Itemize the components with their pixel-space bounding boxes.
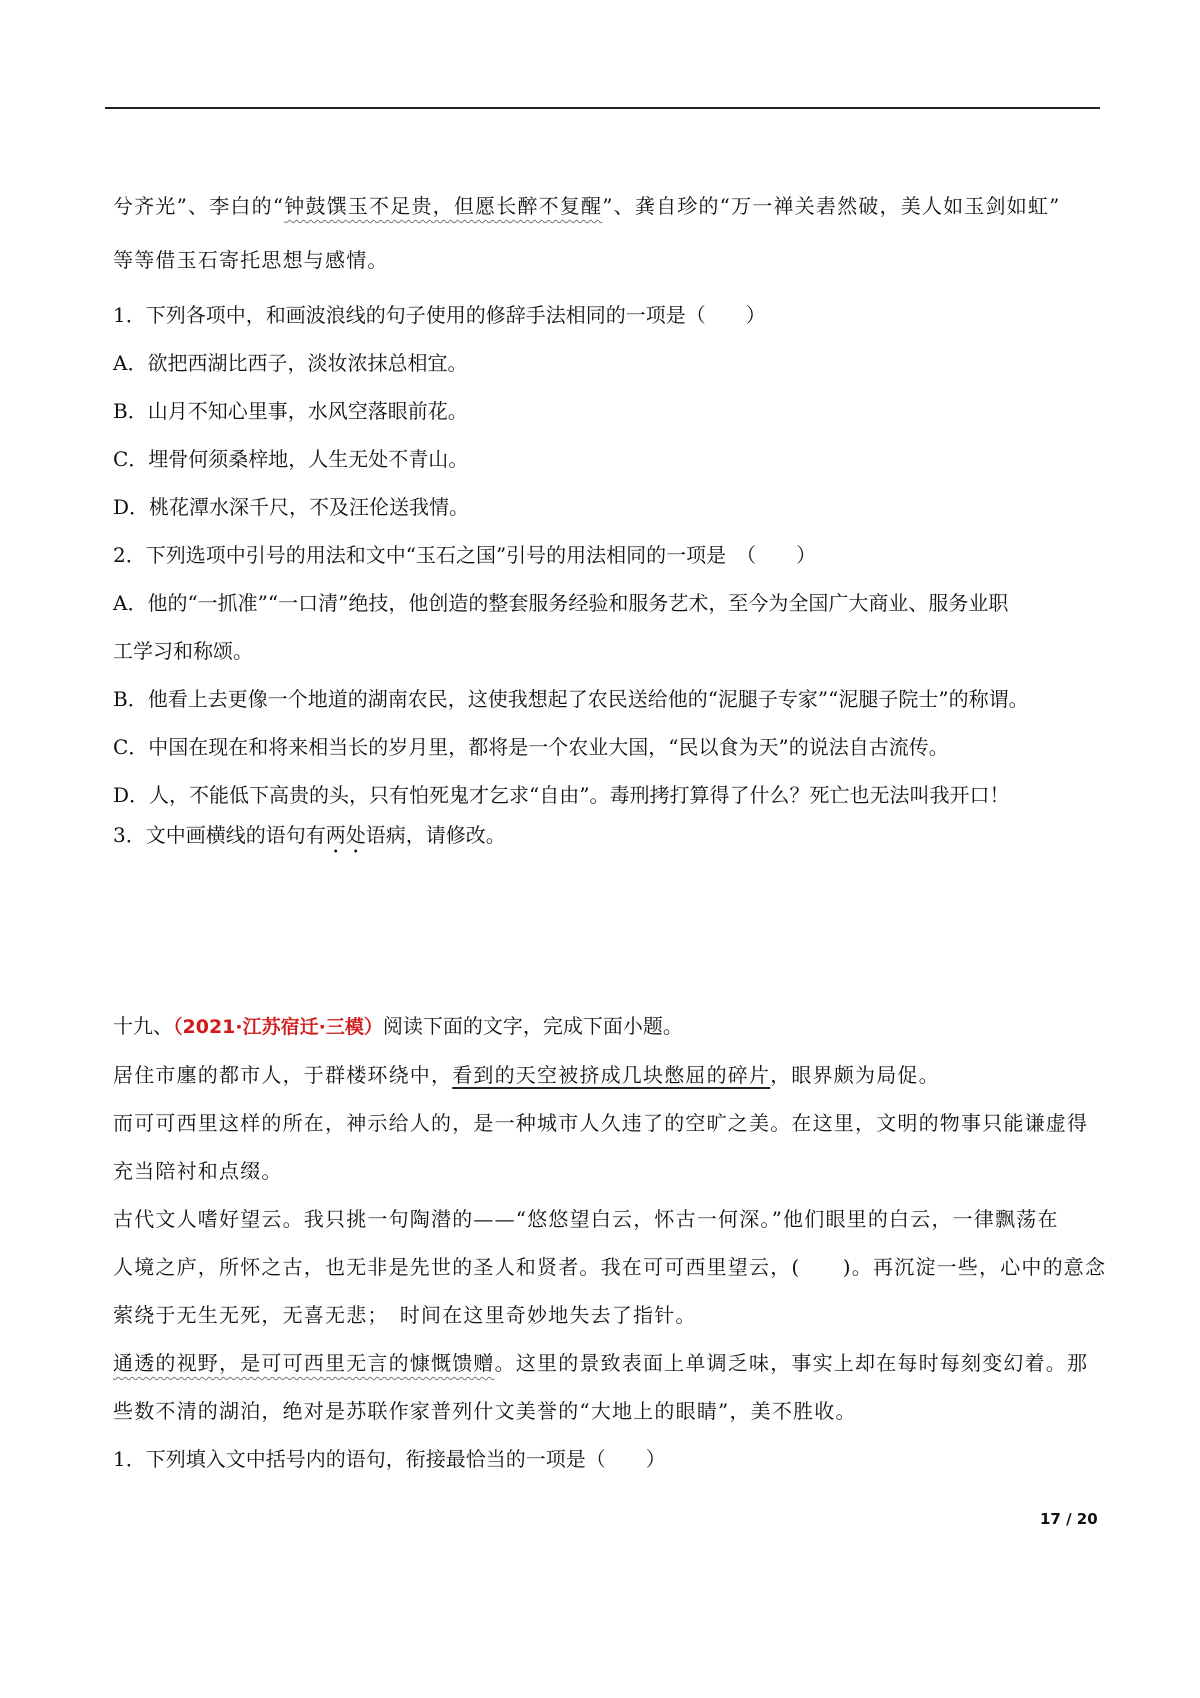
passage-b-line-7-post: 。这里的景致表面上单调乏味，事实上却在每时每刻变幻着。那	[494, 1351, 1089, 1375]
q3-stem	[113, 820, 506, 858]
q1-option-c: C．埋骨何须桑梓地，人生无处不青山。	[113, 447, 469, 471]
q1-option-b: B．山月不知心里事，水风空落眼前花。	[113, 399, 468, 423]
q3-emphasis: 两处	[325, 823, 366, 847]
passage-b-line-2: 而可可西里这样的所在，神示给人的，是一种城市人久违了的空旷之美。在这里，文明的物事只能谦虚得	[113, 1111, 1089, 1135]
passage-a-line-1-post: ”、龚自珍的“万一禅关砉然破，美人如玉剑如虹”	[602, 194, 1061, 218]
wavy-underlined-sentence-2: 通透的视野，是可可西里无言的慷慨馈赠	[113, 1351, 495, 1375]
q2-option-c: C．中国在现在和将来相当长的岁月里，都将是一个农业大国，“民以食为天”的说法自古流传。	[113, 735, 949, 759]
wavy-underlined-sentence: 钟鼓馔玉不足贵，但愿长醉不复醒	[284, 194, 603, 218]
underlined-sentence: 看到的天空被挤成几块憋屈的碎片	[452, 1063, 771, 1087]
q1-option-a: A．欲把西湖比西子，淡妆浓抹总相宜。	[113, 351, 468, 375]
q1-option-d: D．桃花潭水深千尺，不及汪伦送我情。	[113, 495, 470, 519]
passage-a-line-2: 等等借玉石寄托思想与感情。	[113, 248, 389, 272]
section-19-heading	[113, 1011, 683, 1042]
section-number: 十九、	[113, 1014, 173, 1038]
source-tag: （2021·江苏宿迁·三模）	[173, 1016, 383, 1038]
q19-1-stem: 1．下列填入文中括号内的语句，衔接最恰当的一项是（ ）	[113, 1447, 666, 1471]
q2-option-a-line-2: 工学习和称颂。	[113, 639, 253, 663]
page-number: 17 / 20	[1040, 1510, 1098, 1528]
q2-option-b: B．他看上去更像一个地道的湖南农民，这使我想起了农民送给他的“泥腿子专家”“泥腿子院士”的称谓。	[113, 687, 1029, 711]
passage-b-line-8: 些数不清的湖泊，绝对是苏联作家普列什文美誉的“大地上的眼睛”，美不胜收。	[113, 1399, 857, 1423]
passage-b-line-3: 充当陪衬和点缀。	[113, 1159, 283, 1183]
passage-a-line-1	[113, 191, 1061, 221]
q2-option-d: D．人，不能低下高贵的头，只有怕死鬼才乞求“自由”。毒刑拷打算得了什么？死亡也无法叫我开口！	[113, 783, 1010, 807]
q3-stem-pre: 3．文中画横线的语句有	[113, 823, 326, 847]
passage-b-line-6: 萦绕于无生无死，无喜无悲； 时间在这里奇妙地失去了指针。	[113, 1303, 697, 1327]
q2-stem: 2．下列选项中引号的用法和文中“玉石之国”引号的用法相同的一项是 （ ）	[113, 543, 817, 567]
header-rule	[105, 107, 1100, 109]
passage-b-line-1-post: ，眼界颇为局促。	[770, 1063, 940, 1087]
passage-a-line-1-pre: 兮齐光”、李白的“	[113, 194, 285, 218]
passage-b-line-1	[113, 1060, 940, 1090]
passage-b-line-5: 人境之庐，所怀之古，也无非是先世的圣人和贤者。我在可可西里望云，( )。再沉淀一些，心中的意念	[113, 1255, 1107, 1279]
passage-b-line-1-pre: 居住市廛的都市人，于群楼环绕中，	[113, 1063, 453, 1087]
passage-b-line-4: 古代文人嗜好望云。我只挑一句陶潜的——“悠悠望白云，怀古一何深。”他们眼里的白云，一律飘荡在	[113, 1207, 1059, 1231]
q2-option-a-line-1: A．他的“一抓准”“一口清”绝技，他创造的整套服务经验和服务艺术，至今为全国广大商业、服务业职	[113, 591, 1009, 615]
section-instruction: 阅读下面的文字，完成下面小题。	[382, 1014, 683, 1038]
q3-stem-post: 语病，请修改。	[365, 823, 506, 847]
passage-b-line-7	[113, 1348, 1088, 1378]
q1-stem: 1．下列各项中，和画波浪线的句子使用的修辞手法相同的一项是（ ）	[113, 303, 766, 327]
